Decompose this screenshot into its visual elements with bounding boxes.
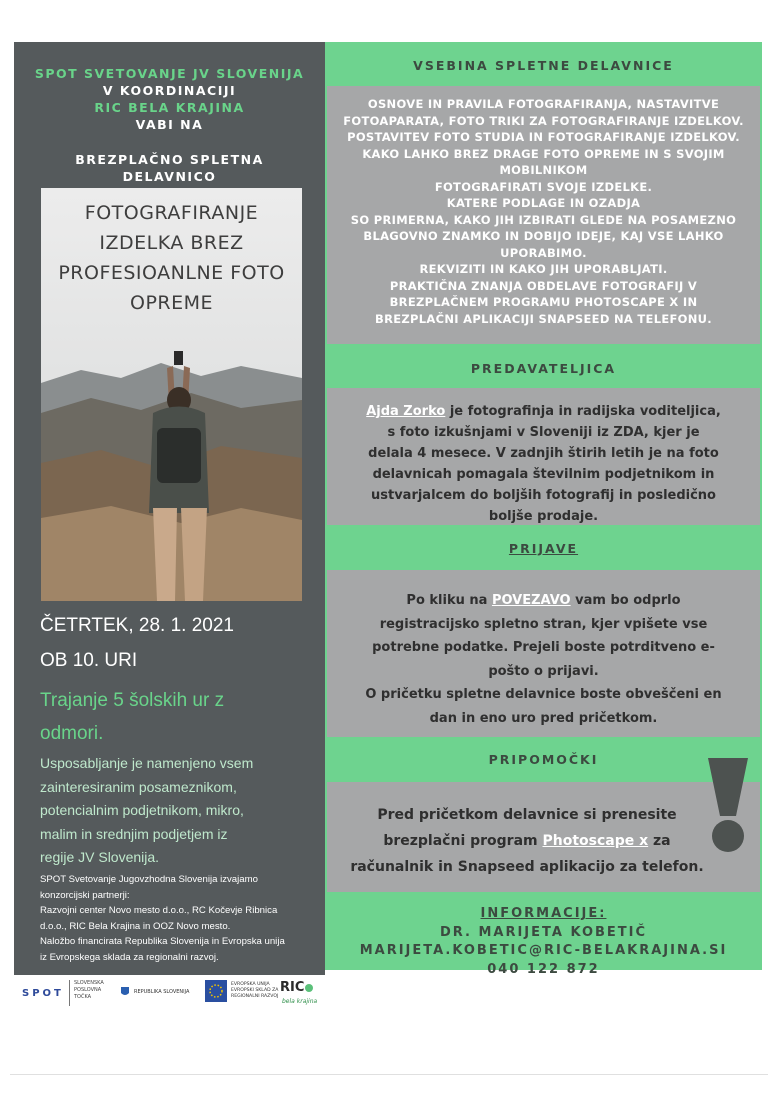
info-block [325, 905, 762, 979]
lecturer-line: ustvarjalcem do boljših fotografij in posledično [370, 488, 716, 503]
audience-line: zainteresiranim posameznikom, [40, 778, 237, 795]
lecturer-name-link[interactable]: Ajda Zorko [366, 404, 446, 419]
audience-line: Usposabljanje je namenjeno vsem [40, 755, 254, 771]
lecturer-line: s foto izkušnjami v Sloveniji iz ZDA, kjer je [387, 425, 700, 440]
eu-logo-text [231, 982, 278, 1000]
coordination-label: V KOORDINACIJI [102, 83, 237, 98]
invites-label: VABI NA [135, 117, 204, 132]
ric-dot-icon [304, 983, 314, 993]
content-line: REKVIZITI IN KAKO JIH UPORABLJATI. [419, 262, 668, 276]
content-box [327, 86, 760, 344]
funding-note [40, 872, 285, 966]
eu-line: EVROPSKI SKLAD ZA [231, 988, 279, 993]
lecturer-line: delala 4 mesece. V zadnjih štirih letih je na foto [368, 446, 719, 461]
hero-photo [41, 188, 302, 601]
eu-line: REGIONALNI RAZVOJ [231, 994, 279, 999]
info-email[interactable]: MARIJETA.KOBETIC@RIC-BELAKRAJINA.SI [359, 943, 728, 958]
event-date: ČETRTEK, 28. 1. 2021 [40, 615, 234, 636]
ric-name: RIC BELA KRAJINA [94, 100, 245, 115]
ric-logo-text: RIC [280, 980, 305, 995]
event-time: OB 10. URI [40, 650, 138, 671]
workshop-title-line: IZDELKA BREZ [99, 232, 244, 254]
duration-line: Trajanje 5 šolskih ur z [40, 690, 225, 711]
funding-line: Naložbo financirata Republika Slovenija in Evropska unija [40, 936, 285, 948]
tools-text [337, 802, 717, 880]
tools-post: za [648, 833, 671, 849]
audience-line: potencialnim podjetnikom, mikro, [40, 802, 244, 818]
content-line: SO PRIMERNA, KAKO JIH IZBIRATI GLEDE NA POSAMEZNO [350, 212, 737, 227]
workshop-title [41, 198, 302, 318]
workshop-title-line: OPREME [129, 292, 214, 314]
duration-line: odmori. [40, 723, 104, 744]
info-phone: 040 122 872 [487, 961, 600, 977]
eu-line: EVROPSKA UNIJA [231, 982, 270, 987]
org-name: SPOT SVETOVANJE JV SLOVENIJA [34, 66, 305, 81]
content-line: BLAGOVNO ZNAMKO IN DOBIJO IDEJE, KAJ VSE LAHKO [363, 229, 724, 243]
lecturer-line: delavnicah pomagala številnim podjetnikom in [372, 467, 715, 482]
free-label-2: DELAVNICO [122, 169, 217, 184]
tools-line: računalnik in Snapseed aplikacijo za telefon. [350, 859, 704, 875]
register-line: potrebne podatke. Prejeli boste potrditveno e- [372, 640, 715, 655]
workshop-title-line: PROFESIOANLNE FOTO [58, 262, 285, 284]
content-heading: VSEBINA SPLETNE DELAVNICE [413, 58, 674, 73]
tools-pre: brezplačni program [383, 833, 543, 849]
register-heading: PRIJAVE [508, 541, 579, 556]
spot-sub-line: TOČKA [74, 994, 92, 1000]
lecturer-text [327, 388, 760, 527]
content-line: POSTAVITEV FOTO STUDIA IN FOTOGRAFIRANJE IZDELKOV. [347, 130, 740, 144]
lecturer-line-rest: je fotografinja in radijska voditeljica, [445, 404, 721, 419]
register-line [327, 589, 760, 613]
content-line: UPORABIMO. [500, 245, 587, 260]
duration [40, 684, 224, 750]
content-line: OSNOVE IN PRAVILA FOTOGRAFIRANJA, NASTAVITVE [367, 97, 720, 111]
content-line: FOTOGRAFIRATI SVOJE IZDELKE. [434, 179, 653, 194]
lecturer-line [327, 401, 760, 422]
spot-sub-line: POSLOVNA [74, 987, 102, 993]
tools-box [327, 782, 760, 892]
content-line: PRAKTIČNA ZNANJA OBDELAVE FOTOGRAFIJ V [389, 278, 698, 293]
logo-divider [69, 980, 70, 1006]
register-line: O pričetku spletne delavnice boste obveščeni en [365, 687, 722, 702]
photoscape-link[interactable]: Photoscape x [542, 833, 649, 849]
register-post: vam bo odprlo [570, 593, 681, 608]
info-name: DR. MARIJETA KOBETIČ [439, 924, 648, 940]
register-line: dan in eno uro pred pričetkom. [429, 710, 658, 726]
tools-line [337, 828, 717, 854]
content-line: KATERE PODLAGE IN OZADJA [446, 196, 641, 210]
slovenia-crest-icon [120, 986, 130, 998]
register-line: pošto o prijavi. [488, 663, 599, 679]
funding-line: konzorcijski partnerji: [40, 889, 130, 901]
register-text [327, 570, 760, 730]
content-line: KAKO LAHKO BREZ DRAGE FOTO OPREME IN S SVOJIM [362, 146, 725, 161]
lecturer-heading: PREDAVATELJICA [470, 361, 617, 376]
register-box [327, 570, 760, 737]
page-divider [10, 1074, 768, 1075]
eu-flag-icon [205, 980, 227, 1002]
content-line: MOBILNIKOM [499, 163, 588, 177]
spot-logo-text: SPOT [22, 988, 64, 999]
register-link[interactable]: POVEZAVO [491, 593, 571, 608]
audience-text [40, 752, 253, 870]
register-pre: Po kliku na [406, 593, 492, 608]
ric-logo-sub: bela krajina [282, 998, 318, 1005]
funding-line: iz Evropskega sklada za regionalni razvoj. [40, 951, 219, 963]
funding-line: Razvojni center Novo mesto d.o.o., RC Kočevje Ribnica [40, 905, 278, 917]
content-line: FOTOAPARATA, FOTO TRIKI ZA FOTOGRAFIRANJE IZDELKOV. [343, 113, 744, 128]
lecturer-line: boljše prodaje. [488, 509, 599, 524]
funding-line: SPOT Svetovanje Jugovzhodna Slovenija izvajamo [40, 874, 258, 885]
tools-heading: PRIPOMOČKI [488, 752, 599, 767]
content-list [327, 86, 760, 327]
rs-logo-text: REPUBLIKA SLOVENIJA [134, 989, 190, 995]
spot-logo-sub [74, 980, 104, 1001]
content-line: BREZPLAČNEM PROGRAMU PHOTOSCAPE X IN [389, 295, 698, 309]
audience-line: malim in srednjim podjetjem iz [40, 825, 228, 842]
spot-sub-line: SLOVENSKA [74, 980, 104, 986]
workshop-title-line: FOTOGRAFIRANJE [84, 202, 259, 224]
content-line: BREZPLAČNI APLIKACIJI SNAPSEED NA TELEFONU. [375, 311, 712, 326]
exclamation-icon [704, 756, 752, 856]
register-line: registracijsko spletno stran, kjer vpišete vse [379, 616, 708, 632]
lecturer-box [327, 388, 760, 525]
audience-line: regije JV Slovenija. [40, 849, 160, 865]
info-heading: INFORMACIJE: [480, 906, 607, 921]
free-label-1: BREZPLAČNO SPLETNA [75, 152, 264, 167]
funding-line: d.o.o., RIC Bela Krajina in OOZ Novo mesto. [40, 920, 231, 932]
tools-line: Pred pričetkom delavnice si prenesite [377, 807, 677, 823]
